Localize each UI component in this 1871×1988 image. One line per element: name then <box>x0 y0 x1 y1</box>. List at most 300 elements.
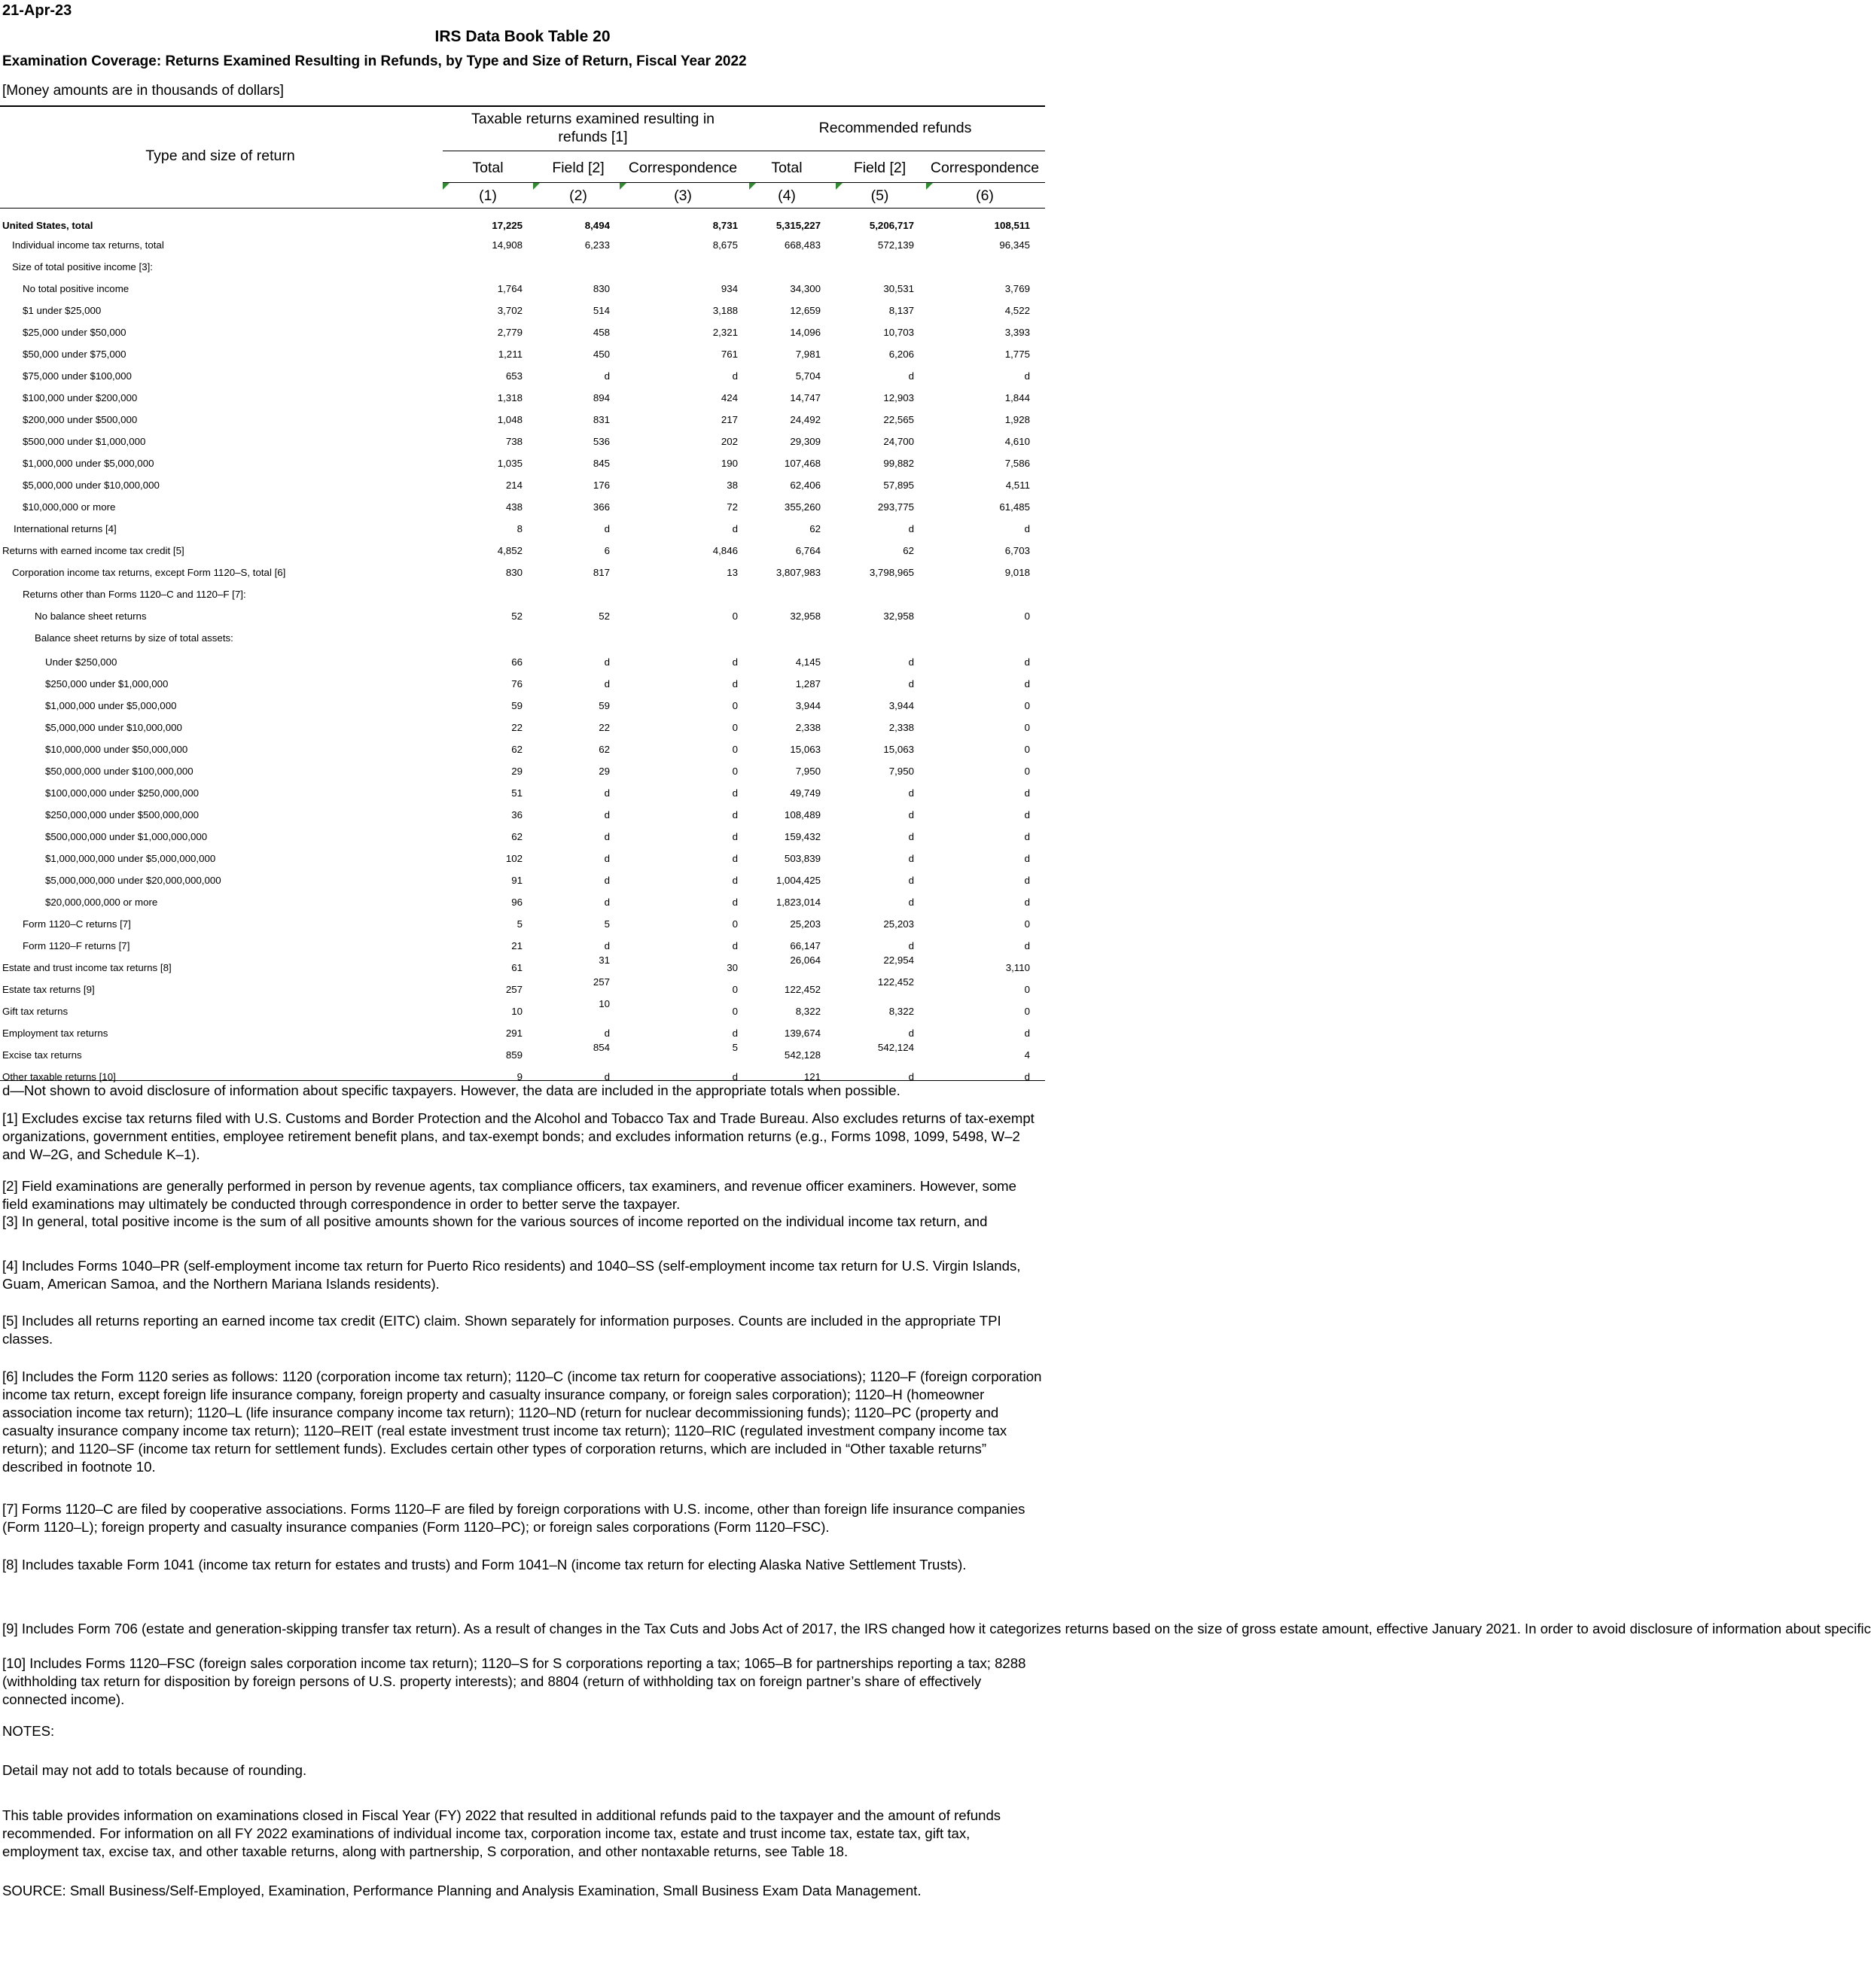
cell-col-6: 9,018 <box>1004 567 1030 578</box>
cell-col-2: 176 <box>593 479 610 491</box>
table-row <box>0 827 1045 848</box>
row-label: $5,000,000 under $10,000,000 <box>45 722 182 733</box>
cell-col-1: 1,048 <box>497 414 523 425</box>
cell-col-2: d <box>604 875 610 886</box>
cell-col-4: 5,704 <box>795 370 821 382</box>
footnote: [2] Field examinations are generally performed in person by revenue agents, tax compliance officers, tax examiners, and revenue officer examiners. However, some field examinations may ultimately be conducted through correspondence in order to better serve the taxpayer. <box>2 1178 1017 1212</box>
row-label: Other taxable returns [10] <box>2 1071 116 1082</box>
cell-col-6: 3,393 <box>1004 327 1030 338</box>
row-label: $100,000 under $200,000 <box>23 392 138 403</box>
cell-col-6: 1,928 <box>1004 414 1030 425</box>
cell-col-4: 122,452 <box>784 984 821 995</box>
table-row <box>0 696 1045 717</box>
cell-col-4: 8,322 <box>795 1006 821 1017</box>
table-row <box>0 235 1045 257</box>
row-label: Estate tax returns [9] <box>2 984 95 995</box>
row-label: $20,000,000,000 or more <box>45 897 158 908</box>
cell-col-1: 36 <box>511 809 523 820</box>
footnote: This table provides information on examinations closed in Fiscal Year (FY) 2022 that resulted in additional refunds paid to the taxpayer and the amount of refunds recommended. For information on all FY 2022 examinations of individual income tax, corporation income tax, estate and trust income tax, estate tax, gift tax, employment tax, excise tax, and other taxable returns, along with partnership, S corporation, and other nontaxable returns, see Table 18. <box>2 1807 1001 1859</box>
table-row <box>0 892 1045 914</box>
cell-col-6: d <box>1024 853 1030 864</box>
cell-col-1: 9 <box>517 1071 523 1082</box>
cell-col-2: 6 <box>604 545 610 556</box>
cell-col-6: 61,485 <box>999 501 1030 513</box>
table-row <box>0 453 1045 475</box>
cell-col-6: d <box>1024 831 1030 842</box>
cell-col-5: d <box>908 875 914 886</box>
cell-col-6: d <box>1024 523 1030 534</box>
cell-col-5: d <box>908 831 914 842</box>
cell-col-4: 1,287 <box>795 678 821 690</box>
cell-col-5: 3,798,965 <box>869 567 914 578</box>
cell-col-4: 1,823,014 <box>776 897 821 908</box>
col-header-total-1: Total <box>472 160 504 176</box>
cell-col-5: d <box>908 897 914 908</box>
cell-col-5: 10,703 <box>883 327 914 338</box>
cell-col-4: 542,128 <box>784 1049 821 1061</box>
cell-col-1: 438 <box>505 501 523 513</box>
cell-col-2: 894 <box>593 392 610 403</box>
cell-col-1: 102 <box>505 853 523 864</box>
cell-col-3: 8,675 <box>712 239 738 251</box>
cell-col-4: 355,260 <box>784 501 821 513</box>
table-row <box>0 388 1045 409</box>
row-label: Employment tax returns <box>2 1027 108 1039</box>
cell-col-6: 4,522 <box>1004 305 1030 316</box>
cell-col-4: 15,063 <box>790 744 821 755</box>
cell-col-3: 0 <box>732 722 738 733</box>
cell-col-5: 5,206,717 <box>869 220 914 231</box>
cell-col-5: 15,063 <box>883 744 914 755</box>
table-row <box>0 805 1045 827</box>
cell-col-5: d <box>908 523 914 534</box>
cell-col-4: 14,747 <box>790 392 821 403</box>
table-row <box>0 1042 1045 1067</box>
cell-col-4: 49,749 <box>790 787 821 799</box>
cell-col-2: d <box>604 678 610 690</box>
table-row <box>0 783 1045 805</box>
cell-col-5: d <box>908 1027 914 1039</box>
cell-col-4: 26,064 <box>790 954 821 966</box>
cell-col-2: d <box>604 831 610 842</box>
row-label: Individual income tax returns, total <box>12 239 164 251</box>
cell-col-3: 5 <box>732 1042 738 1053</box>
cell-col-5: d <box>908 656 914 668</box>
source-note: SOURCE: Small Business/Self-Employed, Examination, Performance Planning and Analysis Examination, Small Business Exam Data Management. <box>2 1883 922 1898</box>
col-number-3: (3) <box>674 187 692 204</box>
cell-col-5: 25,203 <box>883 918 914 930</box>
cell-col-6: 4 <box>1024 1049 1030 1061</box>
cell-col-3: d <box>732 656 738 668</box>
notes-heading: NOTES: <box>2 1723 55 1739</box>
row-label: $250,000 under $1,000,000 <box>45 678 169 690</box>
cell-col-5: 542,124 <box>877 1042 914 1053</box>
row-label: Form 1120–C returns [7] <box>23 918 131 930</box>
cell-col-1: 2,779 <box>497 327 523 338</box>
cell-col-6: 3,110 <box>1005 962 1030 973</box>
row-label: $1,000,000 under $5,000,000 <box>45 700 177 711</box>
cell-col-2: 29 <box>599 766 610 777</box>
col-number-6: (6) <box>976 187 994 204</box>
cell-col-5: d <box>908 1071 914 1082</box>
table-row <box>0 739 1045 761</box>
table-row <box>0 606 1045 628</box>
table-row <box>0 652 1045 674</box>
row-label: Balance sheet returns by size of total assets: <box>35 632 233 644</box>
cell-col-6: 3,769 <box>1004 283 1030 294</box>
table-row <box>0 761 1045 783</box>
cell-col-6: d <box>1024 370 1030 382</box>
row-label: $50,000 under $75,000 <box>23 349 126 360</box>
cell-col-6: d <box>1024 875 1030 886</box>
col-number-1: (1) <box>479 187 497 204</box>
cell-col-5: d <box>908 787 914 799</box>
cell-col-5: 572,139 <box>877 239 914 251</box>
table-row <box>0 322 1045 344</box>
cell-col-3: 8,731 <box>712 220 738 231</box>
cell-col-1: 62 <box>511 744 523 755</box>
footnote: [10] Includes Forms 1120–FSC (foreign sales corporation income tax return); 1120–S for S corporations reporting a tax; 1065–B for partnerships reporting a tax; 8288 (withholding tax return for disposition by foreign persons of U.S. property interests); and 8804 (return of withholding tax on foreign partner’s share of effectively connected income). <box>2 1655 1026 1707</box>
row-label: United States, total <box>2 220 93 231</box>
cell-col-2: 31 <box>599 954 610 966</box>
cell-col-4: 62,406 <box>790 479 821 491</box>
table-row <box>0 562 1045 584</box>
cell-col-2: 830 <box>593 283 610 294</box>
cell-col-3: d <box>732 1027 738 1039</box>
cell-col-5: d <box>908 809 914 820</box>
cell-col-1: 96 <box>511 897 523 908</box>
col-number-2: (2) <box>569 187 587 204</box>
cell-col-2: 831 <box>593 414 610 425</box>
cell-col-1: 61 <box>511 962 523 973</box>
cell-col-5: 8,137 <box>888 305 914 316</box>
col-header-field-2: Field [2] <box>853 160 907 176</box>
cell-col-1: 1,764 <box>497 283 523 294</box>
col-header-corr-2: Correspondence <box>930 160 1040 176</box>
cell-col-4: 668,483 <box>784 239 821 251</box>
cell-col-5: 22,954 <box>883 954 914 966</box>
row-label: No total positive income <box>23 283 130 294</box>
table-row <box>0 497 1045 519</box>
footnote: [7] Forms 1120–C are filed by cooperative associations. Forms 1120–F are filed by foreign corporations with U.S. income, other than foreign life insurance companies (Form 1120–L); foreign property and casualty insurance companies (Form 1120–PC); or foreign sales corporations (Form 1120–FSC). <box>2 1501 1025 1535</box>
cell-col-6: 0 <box>1024 766 1030 777</box>
cell-col-3: 0 <box>732 700 738 711</box>
cell-col-4: 14,096 <box>790 327 821 338</box>
cell-col-2: 62 <box>599 744 610 755</box>
row-label: Under $250,000 <box>45 656 117 668</box>
cell-col-3: d <box>732 787 738 799</box>
cell-col-1: 214 <box>505 479 523 491</box>
cell-col-6: d <box>1024 1071 1030 1082</box>
cell-col-3: d <box>732 875 738 886</box>
cell-col-2: d <box>604 523 610 534</box>
cell-col-1: 8 <box>517 523 523 534</box>
type-size-header: Type and size of return <box>145 148 295 164</box>
cell-col-3: 761 <box>721 349 738 360</box>
cell-col-3: d <box>732 678 738 690</box>
cell-col-5: 12,903 <box>883 392 914 403</box>
cell-col-6: d <box>1024 897 1030 908</box>
cell-col-2: 257 <box>593 976 610 988</box>
cell-col-4: 24,492 <box>790 414 821 425</box>
cell-col-2: d <box>604 809 610 820</box>
cell-col-3: 0 <box>732 918 738 930</box>
cell-col-2: d <box>604 1027 610 1039</box>
cell-col-3: 190 <box>721 458 738 469</box>
cell-col-2: 59 <box>599 700 610 711</box>
cell-col-1: 4,852 <box>497 545 523 556</box>
cell-col-5: 24,700 <box>883 436 914 447</box>
disclosure-note: d—Not shown to avoid disclosure of information about specific taxpayers. However, the data are included in the appropriate totals when possible. <box>2 1082 900 1098</box>
cell-col-1: 91 <box>511 875 523 886</box>
cell-col-5: 30,531 <box>883 283 914 294</box>
cell-col-3: 217 <box>721 414 738 425</box>
cell-col-2: d <box>604 656 610 668</box>
cell-col-2: 450 <box>593 349 610 360</box>
row-label: No balance sheet returns <box>35 610 147 622</box>
cell-col-2: 366 <box>593 501 610 513</box>
cell-col-3: 0 <box>732 1006 738 1017</box>
table-row <box>0 366 1045 388</box>
cell-col-4: 1,004,425 <box>776 875 821 886</box>
table-row <box>0 976 1045 1001</box>
cell-col-3: 13 <box>727 567 738 578</box>
footnote: [1] Excludes excise tax returns filed with U.S. Customs and Border Protection and the Alcohol and Tobacco Tax and Trade Bureau. Also excludes returns of tax-exempt organizations, government entities, employee retirement benefit plans, and tax-exempt bonds; and excludes information returns (e.g., Forms 1098, 1099, 5498, W–2 and W–2G, and Schedule K–1). <box>2 1110 1035 1162</box>
cell-col-1: 52 <box>511 610 523 622</box>
cell-col-1: 17,225 <box>492 220 523 231</box>
cell-col-1: 76 <box>511 678 523 690</box>
cell-col-4: 66,147 <box>790 940 821 951</box>
row-label: $50,000,000 under $100,000,000 <box>45 766 193 777</box>
cell-col-2: 514 <box>593 305 610 316</box>
cell-col-3: 0 <box>732 744 738 755</box>
cell-col-6: 0 <box>1024 1006 1030 1017</box>
row-label: $250,000,000 under $500,000,000 <box>45 809 200 820</box>
cell-col-6: 6,703 <box>1004 545 1030 556</box>
cell-col-2: d <box>604 853 610 864</box>
cell-col-6: d <box>1024 678 1030 690</box>
cell-col-5: 7,950 <box>888 766 914 777</box>
table-row <box>0 870 1045 892</box>
cell-col-1: 10 <box>511 1006 523 1017</box>
cell-col-4: 62 <box>809 523 821 534</box>
cell-col-3: d <box>732 940 738 951</box>
cell-col-2: d <box>604 787 610 799</box>
footnote: [6] Includes the Form 1120 series as follows: 1120 (corporation income tax return); 1120–C (income tax return for cooperative associations); 1120–F (foreign corporation income tax return, except foreign life insurance company, foreign property and casualty insurance company, or foreign sales corporation); 1120–H (homeowner association income tax return); 1120–L (life insurance company income tax return); 1120–ND (return for nuclear decommissioning funds); 1120–PC (property and casualty insurance company income tax return); 1120–REIT (real estate investment trust income tax return); 1120–RIC (regulated investment company income tax return); and 1120–SF (income tax return for settlement funds). Excludes certain other types of corporation returns, which are included in “Other taxable returns” described in footnote 10. <box>2 1368 1042 1475</box>
row-label: $5,000,000 under $10,000,000 <box>23 479 160 491</box>
cell-col-1: 257 <box>505 984 523 995</box>
row-label: Form 1120–F returns [7] <box>23 940 130 951</box>
row-label: $10,000,000 or more <box>23 501 116 513</box>
cell-col-3: d <box>732 831 738 842</box>
table-row <box>0 584 1045 606</box>
cell-col-4: 108,489 <box>784 809 821 820</box>
cell-col-4: 7,981 <box>795 349 821 360</box>
row-label: Estate and trust income tax returns [8] <box>2 962 172 973</box>
cell-col-3: 934 <box>721 283 738 294</box>
cell-col-6: 0 <box>1024 984 1030 995</box>
cell-col-1: 21 <box>511 940 523 951</box>
cell-col-1: 1,211 <box>498 349 523 360</box>
cell-col-6: 96,345 <box>999 239 1030 251</box>
table-row <box>0 257 1045 279</box>
cell-col-2: 52 <box>599 610 610 622</box>
page-title: IRS Data Book Table 20 <box>434 28 611 45</box>
table-row <box>0 848 1045 870</box>
row-label: $10,000,000 under $50,000,000 <box>45 744 188 755</box>
cell-col-6: d <box>1024 656 1030 668</box>
cell-col-5: 8,322 <box>888 1006 914 1017</box>
row-label: Corporation income tax returns, except Form 1120–S, total [6] <box>12 567 286 578</box>
footnote: [3] In general, total positive income is the sum of all positive amounts shown for the various sources of income reported on the individual income tax return, and <box>2 1213 988 1229</box>
footnote: [4] Includes Forms 1040–PR (self-employment income tax return for Puerto Rico residents) and 1040–SS (self-employment income tax return for U.S. Virgin Islands, Guam, American Samoa, and the Northern Mariana Islands residents). <box>2 1258 1021 1292</box>
cell-col-3: 424 <box>721 392 738 403</box>
cell-col-3: d <box>732 897 738 908</box>
cell-col-3: 0 <box>732 984 738 995</box>
cell-col-2: 22 <box>599 722 610 733</box>
cell-col-4: 3,944 <box>795 700 821 711</box>
cell-col-2: d <box>604 897 610 908</box>
table-row <box>0 475 1045 497</box>
cell-col-5: 122,452 <box>877 976 914 988</box>
cell-col-4: 34,300 <box>790 283 821 294</box>
cell-col-2: 6,233 <box>584 239 610 251</box>
row-label: $5,000,000,000 under $20,000,000,000 <box>45 875 221 886</box>
cell-col-6: 1,775 <box>1004 349 1030 360</box>
table-row <box>0 628 1045 650</box>
cell-col-5: 99,882 <box>883 458 914 469</box>
cell-col-6: 7,586 <box>1004 458 1030 469</box>
table-row <box>0 279 1045 300</box>
cell-col-2: d <box>604 940 610 951</box>
row-label: $1,000,000 under $5,000,000 <box>23 458 154 469</box>
cell-col-5: 293,775 <box>877 501 914 513</box>
table-row <box>0 914 1045 936</box>
cell-col-4: 139,674 <box>784 1027 821 1039</box>
cell-col-2: 5 <box>604 918 610 930</box>
table-row <box>0 431 1045 453</box>
cell-col-5: 32,958 <box>883 610 914 622</box>
cell-col-3: 38 <box>727 479 738 491</box>
cell-col-5: d <box>908 940 914 951</box>
cell-col-5: d <box>908 853 914 864</box>
cell-col-1: 62 <box>511 831 523 842</box>
cell-col-2: 10 <box>599 998 610 1009</box>
cell-col-4: 7,950 <box>795 766 821 777</box>
row-label: Returns with earned income tax credit [5] <box>2 545 184 556</box>
cell-col-6: d <box>1024 787 1030 799</box>
cell-col-6: 0 <box>1024 722 1030 733</box>
table-row <box>0 717 1045 739</box>
cell-col-5: 62 <box>903 545 914 556</box>
cell-col-6: 1,844 <box>1004 392 1030 403</box>
row-label: $500,000,000 under $1,000,000,000 <box>45 831 208 842</box>
cell-col-6: d <box>1024 1027 1030 1039</box>
footnote: [5] Includes all returns reporting an earned income tax credit (EITC) claim. Shown separately for information purposes. Counts are included in the appropriate TPI classes. <box>2 1313 1001 1347</box>
footnote: [8] Includes taxable Form 1041 (income tax return for estates and trusts) and Form 1041–N (income tax return for electing Alaska Native Settlement Trusts). <box>2 1557 967 1572</box>
cell-col-4: 25,203 <box>790 918 821 930</box>
col-header-total-2: Total <box>771 160 803 176</box>
cell-col-5: d <box>908 678 914 690</box>
cell-col-6: 0 <box>1024 918 1030 930</box>
cell-col-6: 4,511 <box>1005 479 1030 491</box>
table-row <box>0 300 1045 322</box>
cell-col-3: 0 <box>732 766 738 777</box>
cell-col-2: 536 <box>593 436 610 447</box>
cell-col-1: 738 <box>505 436 523 447</box>
cell-col-4: 121 <box>803 1071 821 1082</box>
cell-col-3: 30 <box>727 962 738 973</box>
cell-col-5: 6,206 <box>888 349 914 360</box>
cell-col-1: 29 <box>511 766 523 777</box>
row-label: Size of total positive income [3]: <box>12 261 153 272</box>
cell-col-2: 845 <box>593 458 610 469</box>
cell-col-3: 72 <box>727 501 738 513</box>
cell-col-6: 108,511 <box>994 220 1030 231</box>
row-label: Gift tax returns <box>2 1006 69 1017</box>
report-date: 21-Apr-23 <box>2 2 72 19</box>
cell-col-1: 291 <box>505 1027 523 1039</box>
table-row <box>0 540 1045 562</box>
table-row <box>0 215 1045 237</box>
cell-col-3: 2,321 <box>712 327 738 338</box>
cell-col-2: 854 <box>593 1042 610 1053</box>
cell-col-5: 3,944 <box>888 700 914 711</box>
cell-col-2: d <box>604 370 610 382</box>
cell-col-1: 1,318 <box>497 392 523 403</box>
group-header-returns: Taxable returns examined resulting in refunds [1] <box>471 111 715 145</box>
cell-col-4: 29,309 <box>790 436 821 447</box>
footnote: [9] Includes Form 706 (estate and generation-skipping transfer tax return). As a result of changes in the Tax Cuts and Jobs Act of 2017, the IRS changed how it categorizes returns based on the size of gross estate amount, effective January 2021. In order to avoid disclosure of information about specific <box>2 1621 1871 1636</box>
cell-col-1: 859 <box>505 1049 523 1061</box>
row-label: $1 under $25,000 <box>23 305 102 316</box>
row-label: International returns [4] <box>14 523 117 534</box>
cell-col-4: 107,468 <box>784 458 821 469</box>
cell-col-3: d <box>732 853 738 864</box>
cell-col-4: 32,958 <box>790 610 821 622</box>
row-label: $25,000 under $50,000 <box>23 327 126 338</box>
cell-col-3: 0 <box>732 610 738 622</box>
cell-col-6: 0 <box>1024 610 1030 622</box>
cell-col-3: 4,846 <box>712 545 738 556</box>
cell-col-6: 0 <box>1024 744 1030 755</box>
cell-col-4: 12,659 <box>790 305 821 316</box>
cell-col-2: 817 <box>593 567 610 578</box>
page-subtitle: Examination Coverage: Returns Examined Resulting in Refunds, by Type and Size of Return, Fiscal Year 2022 <box>2 53 747 69</box>
cell-col-4: 4,145 <box>795 656 821 668</box>
col-header-field-1: Field [2] <box>552 160 605 176</box>
cell-col-1: 51 <box>511 787 523 799</box>
cell-col-6: d <box>1024 809 1030 820</box>
cell-col-4: 5,315,227 <box>776 220 821 231</box>
row-label: Excise tax returns <box>2 1049 82 1061</box>
cell-col-1: 653 <box>505 370 523 382</box>
table-row <box>0 409 1045 431</box>
row-label: $1,000,000,000 under $5,000,000,000 <box>45 853 216 864</box>
cell-col-4: 159,432 <box>784 831 821 842</box>
cell-col-5: 2,338 <box>888 722 914 733</box>
cell-col-3: 3,188 <box>712 305 738 316</box>
row-label: $500,000 under $1,000,000 <box>23 436 146 447</box>
cell-col-2: 8,494 <box>584 220 610 231</box>
money-note: [Money amounts are in thousands of dollars] <box>2 83 284 99</box>
cell-col-6: 0 <box>1024 700 1030 711</box>
cell-col-4: 503,839 <box>784 853 821 864</box>
row-label: Returns other than Forms 1120–C and 1120–F [7]: <box>23 589 246 600</box>
cell-col-5: 22,565 <box>883 414 914 425</box>
cell-col-3: d <box>732 809 738 820</box>
cell-col-2: 458 <box>593 327 610 338</box>
